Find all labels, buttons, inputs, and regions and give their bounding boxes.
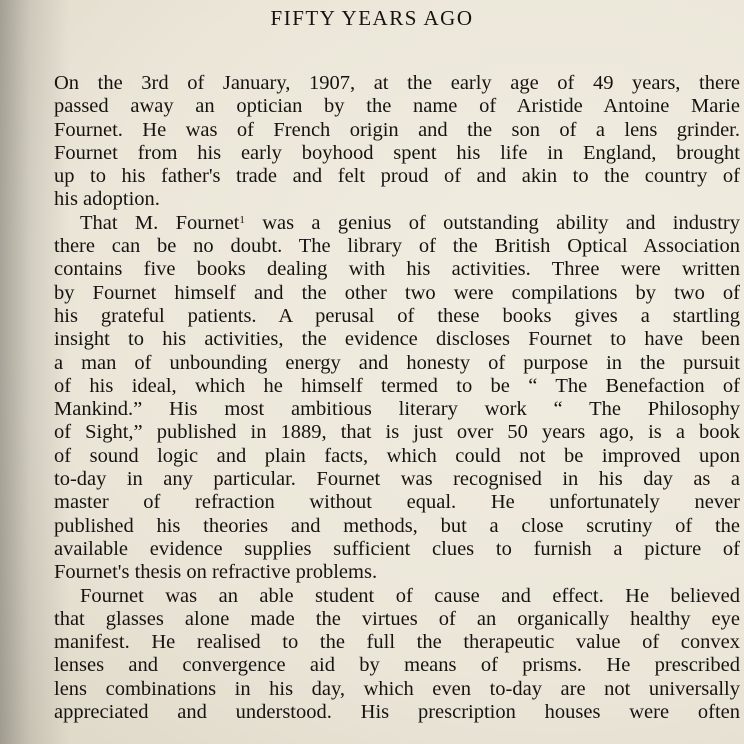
text-line-content: Fournet from his early boyhood spent his life in England, brought	[54, 141, 740, 164]
text-line-content: there can be no doubt. The library of the British Optical Association	[54, 235, 740, 258]
text-line	[54, 165, 740, 188]
text-line-content: his adoption.	[54, 188, 160, 211]
text-line	[54, 188, 740, 211]
text-line-content: That M. Fournet	[80, 211, 240, 234]
text-line	[54, 352, 740, 375]
text-line	[54, 445, 740, 468]
text-line-content: appreciated and understood. His prescription houses were often	[54, 701, 740, 724]
text-line-content: that glasses alone made the virtues of an organically healthy eye	[54, 607, 740, 630]
text-line-content: available evidence supplies sufficient clues to furnish a picture of	[54, 537, 740, 560]
footnote-marker: 1	[239, 213, 245, 226]
page-title: FIFTY YEARS AGO	[270, 6, 474, 30]
text-line-continuation: was a genius of outstanding ability and industry	[244, 211, 740, 234]
text-line	[54, 608, 740, 631]
text-line	[54, 212, 740, 235]
text-line	[54, 375, 740, 398]
text-line-content: insight to his activities, the evidence discloses Fournet to have been	[54, 328, 740, 351]
article-body	[54, 72, 740, 724]
text-line-content: contains five books dealing with his activities. Three were written	[54, 258, 740, 281]
text-line	[54, 561, 740, 584]
text-line	[54, 491, 740, 514]
text-line-content: Fournet was an able student of cause and effect. He believed	[80, 584, 740, 607]
text-line	[54, 328, 740, 351]
text-line-content: up to his father's trade and felt proud of and akin to the country of	[54, 165, 740, 188]
text-line	[54, 468, 740, 491]
text-line-content: Fournet's thesis on refractive problems.	[54, 561, 378, 584]
text-line	[54, 72, 740, 95]
text-line-content: manifest. He realised to the full the therapeutic value of convex	[54, 631, 740, 654]
text-line-content: of Sight,” published in 1889, that is just over 50 years ago, is a book	[54, 421, 740, 444]
text-line-content: his grateful patients. A perusal of these books gives a startling	[54, 304, 740, 327]
text-line-content: master of refraction without equal. He unfortunately never	[54, 491, 740, 514]
text-line-content: published his theories and methods, but a close scrutiny of the	[54, 514, 740, 537]
text-line-content: of sound logic and plain facts, which could not be improved upon	[54, 444, 740, 467]
text-line	[54, 515, 740, 538]
text-line	[54, 282, 740, 305]
text-line-content: Fournet. He was of French origin and the son of a lens grinder.	[54, 118, 740, 141]
text-line-content: a man of unbounding energy and honesty of purpose in the pursuit	[54, 351, 740, 374]
text-line-content: Mankind.” His most ambitious literary work “ The Philosophy	[54, 398, 740, 421]
text-line	[54, 235, 740, 258]
text-line	[54, 585, 740, 608]
text-line-content: passed away an optician by the name of Aristide Antoine Marie	[54, 95, 740, 118]
text-line	[54, 654, 740, 677]
text-line	[54, 678, 740, 701]
text-line	[54, 701, 740, 724]
text-line-content: On the 3rd of January, 1907, at the early age of 49 years, there	[54, 72, 740, 94]
text-line	[54, 142, 740, 165]
text-line	[54, 258, 740, 281]
text-line	[54, 538, 740, 561]
text-line	[54, 305, 740, 328]
text-line-content: lenses and convergence aid by means of prisms. He prescribed	[54, 654, 740, 677]
text-line-content: of his ideal, which he himself termed to be “ The Benefaction of	[54, 374, 740, 397]
text-line-content: lens combinations in his day, which even to-day are not universally	[54, 677, 740, 700]
text-line-content: by Fournet himself and the other two were compilations by two of	[54, 281, 740, 304]
text-line	[54, 421, 740, 444]
text-line	[54, 95, 740, 118]
text-line-content: to-day in any particular. Fournet was recognised in his day as a	[54, 468, 740, 491]
text-line	[54, 398, 740, 421]
text-line	[54, 631, 740, 654]
text-line	[54, 119, 740, 142]
